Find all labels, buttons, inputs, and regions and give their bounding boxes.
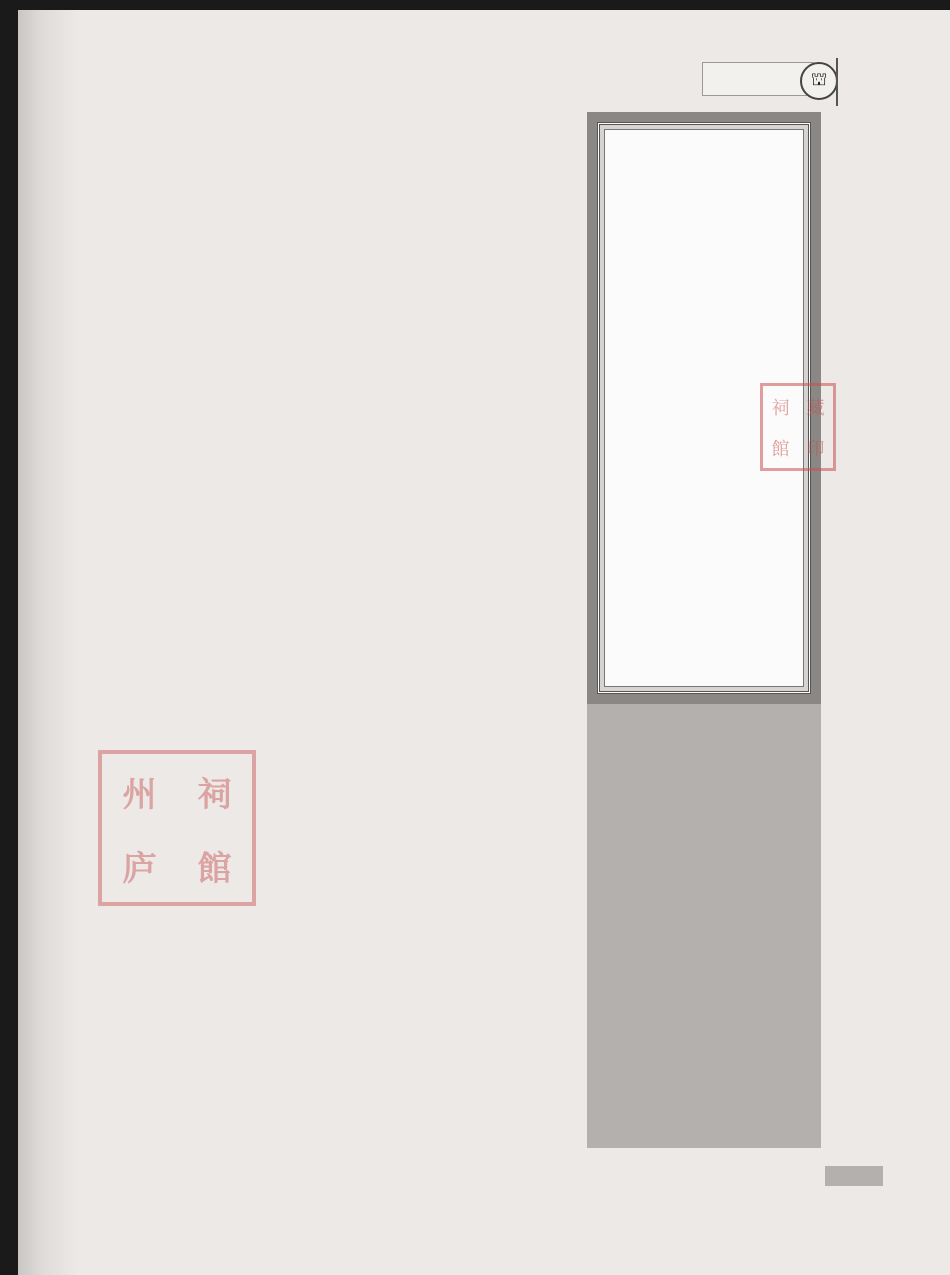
red-seal-stamp: 州 祠 庐 館 [98, 750, 256, 906]
contact-panel [587, 704, 821, 1148]
red-seal-stamp-small: 祠 藏 館 印 [760, 383, 836, 471]
page-number [825, 1166, 883, 1186]
slogan-frame [587, 112, 825, 704]
header-divider [836, 58, 838, 106]
page-spine-shadow [18, 10, 76, 1275]
magazine-logo [702, 62, 814, 96]
clan-emblem-icon: ⛫ [800, 62, 838, 100]
